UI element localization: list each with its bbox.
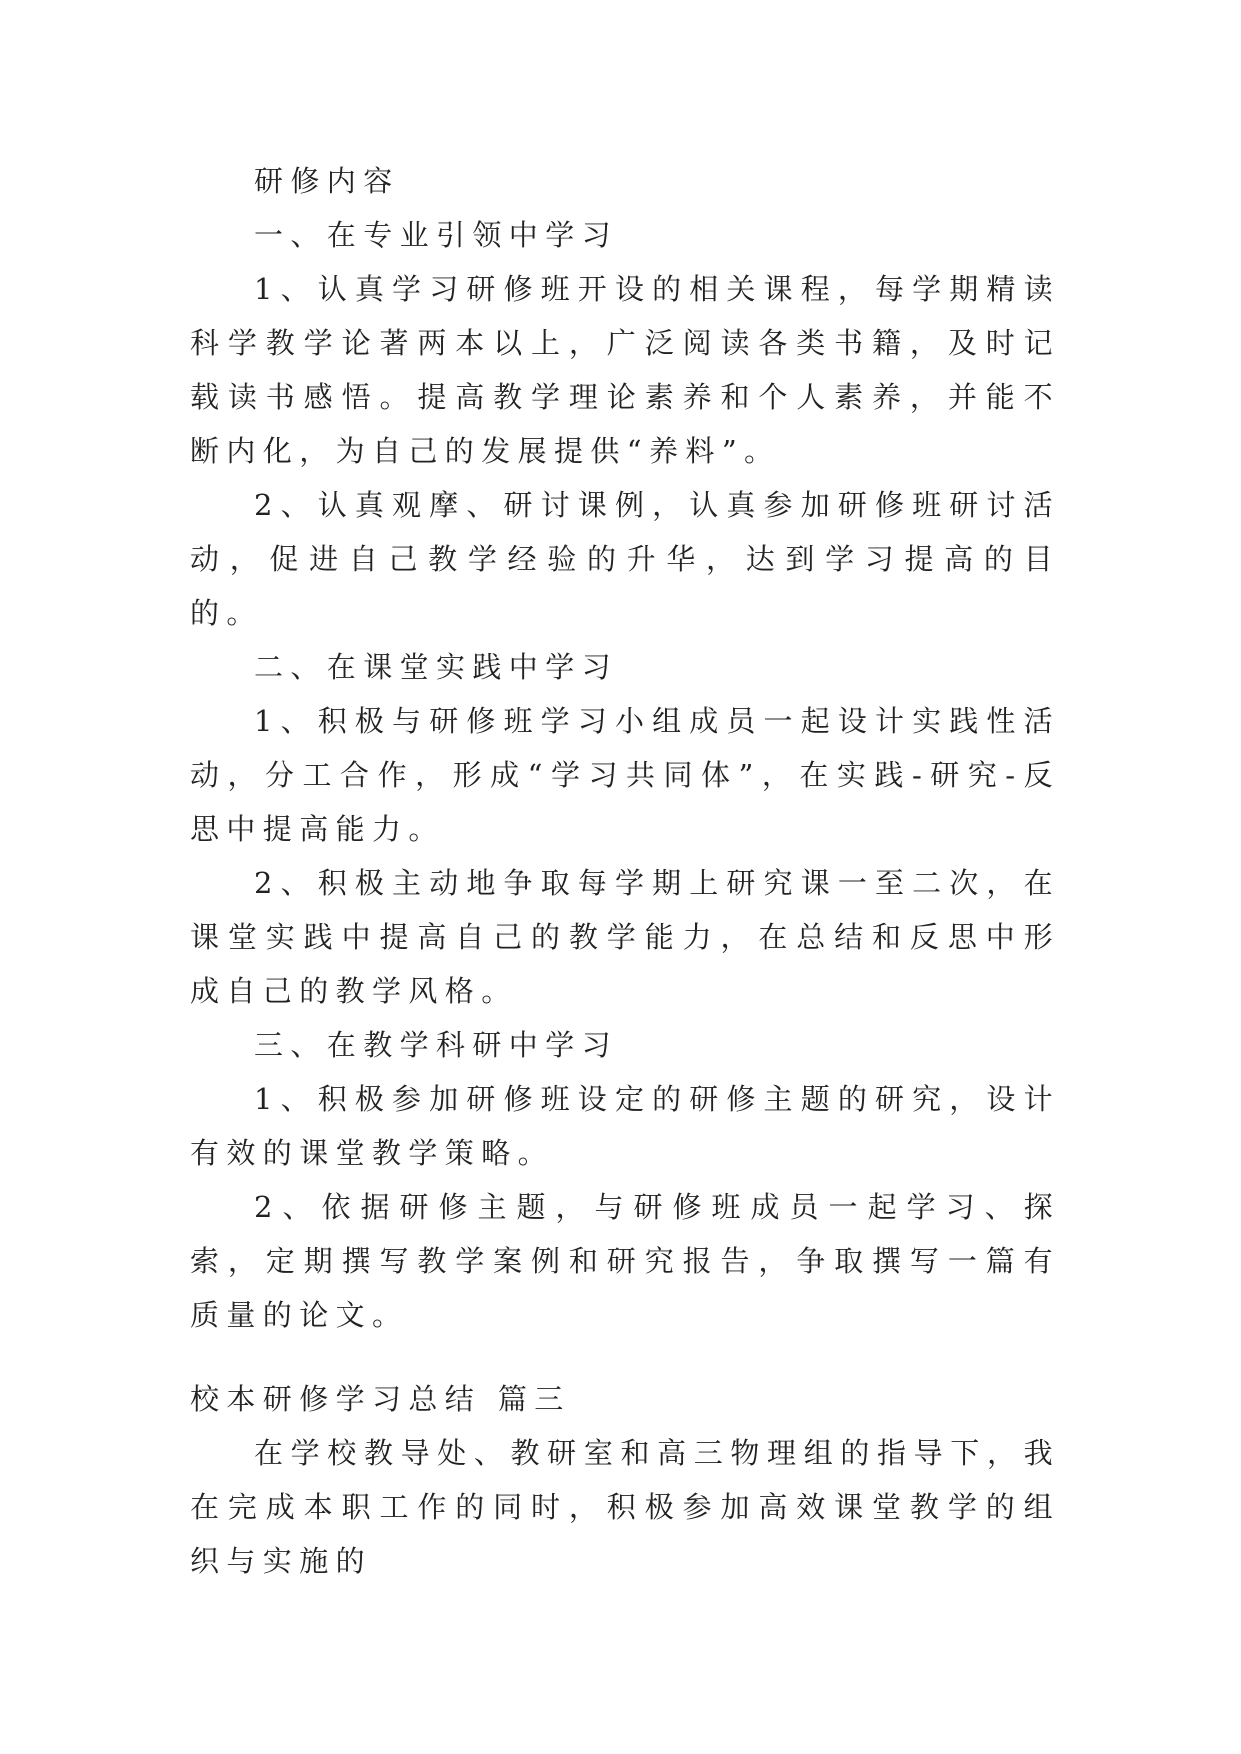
paragraph: 2、认真观摩、研讨课例，认真参加研修班研讨活动，促进自己教学经验的升华，达到学习提高的目的。 [190,488,1060,630]
paragraph: 2、积极主动地争取每学期上研究课一至二次，在课堂实践中提高自己的教学能力，在总结和反思中形成自己的教学风格。 [190,866,1060,1008]
paragraph: 2、依据研修主题，与研修班成员一起学习、探索，定期撰写教学案例和研究报告，争取撰写一篇有质量的论文。 [190,1190,1060,1332]
paragraph: 1、认真学习研修班开设的相关课程，每学期精读科学教学论著两本以上，广泛阅读各类书籍，及时记载读书感悟。提高教学理论素养和个人素养，并能不断内化，为自己的发展提供“养料”。 [190,272,1060,468]
document-body [190,154,1060,1588]
paragraph: 1、积极参加研修班设定的研修主题的研究，设计有效的课堂教学策略。 [190,1082,1060,1170]
paragraph: 1、积极与研修班学习小组成员一起设计实践性活动，分工合作，形成“学习共同体”，在实践-研究-反思中提高能力。 [190,704,1060,846]
article-title: 校本研修学习总结 篇三 [190,1382,571,1416]
section-title: 一、在专业引领中学习 [254,218,619,252]
section-heading: 研修内容 [254,164,400,198]
paragraph: 在学校教导处、教研室和高三物理组的指导下，我在完成本职工作的同时，积极参加高效课堂教学的组织与实施的 [190,1436,1060,1578]
section-title: 二、在课堂实践中学习 [254,650,619,684]
spacer [190,1342,1060,1372]
section-title: 三、在教学科研中学习 [254,1028,619,1062]
